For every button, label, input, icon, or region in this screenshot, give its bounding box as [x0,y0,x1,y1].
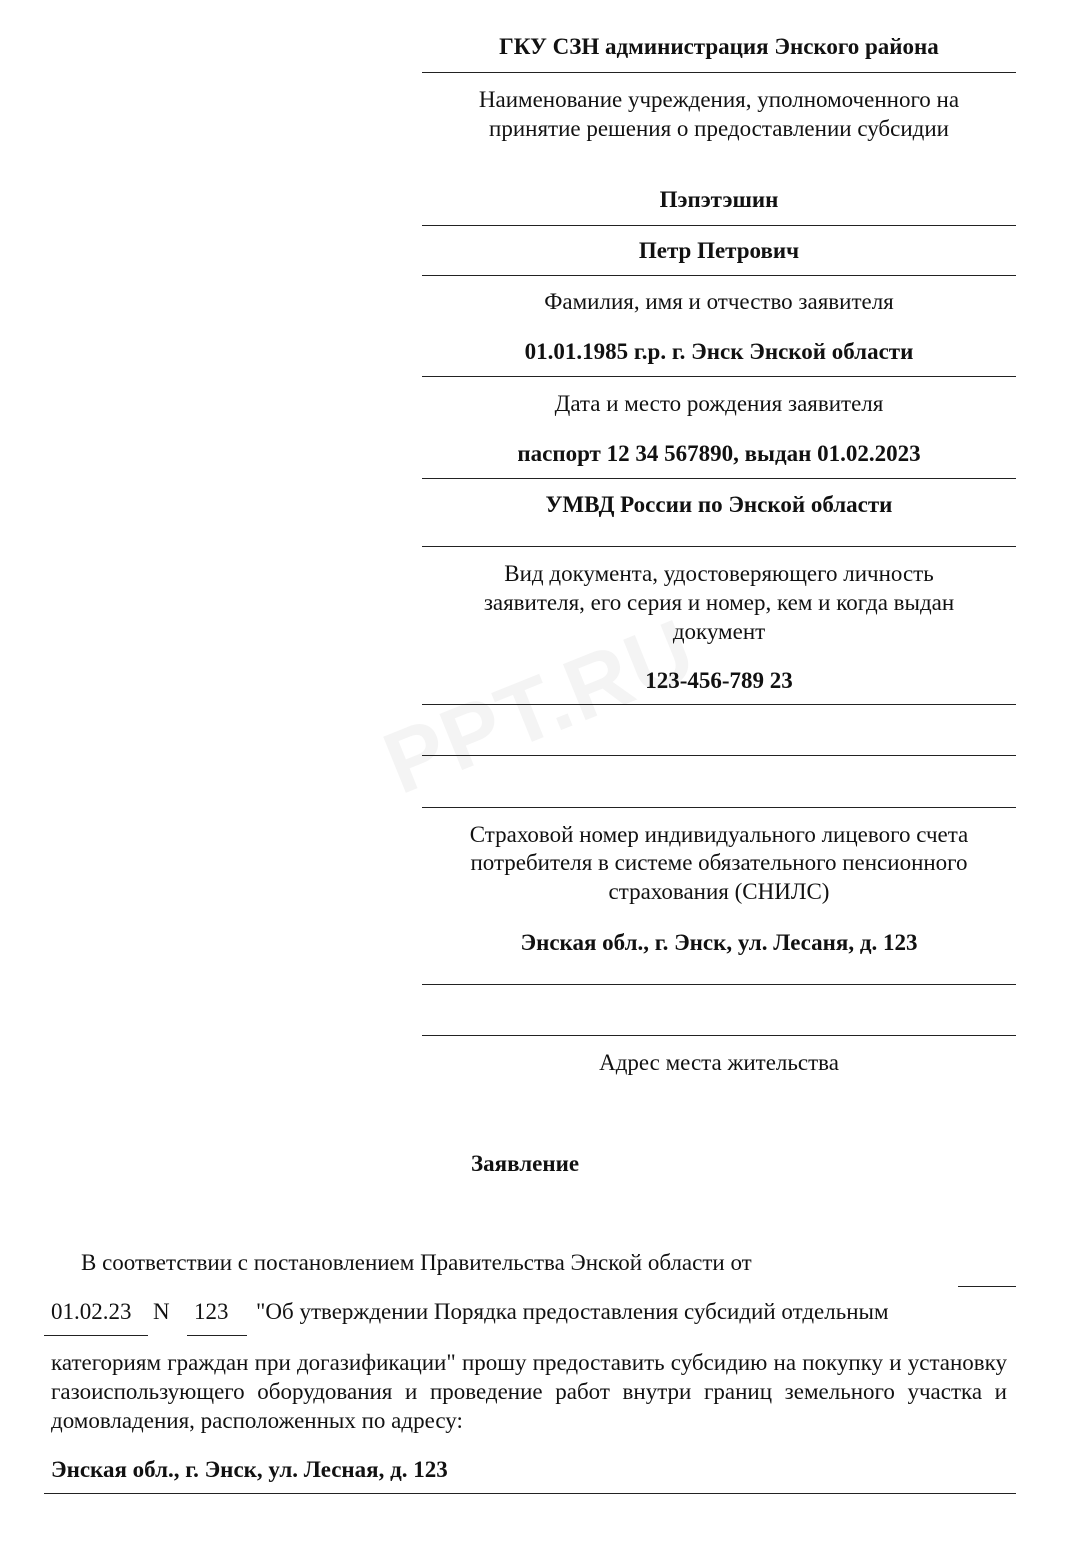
applicant-surname: Пэпэтэшин [659,187,779,212]
fio-caption: Фамилия, имя и отчество заявителя [544,289,894,314]
decree-number-label: N [153,1299,170,1324]
passport-issuer: УМВД России по Энской области [545,492,893,517]
decree-date-rule [44,1335,148,1336]
address-caption: Адрес места жительства [599,1050,839,1075]
property-address: Энская обл., г. Энск, ул. Лесная, д. 123 [51,1457,448,1482]
institution-caption-line-1: Наименование учреждения, уполномоченного на [478,87,960,112]
snils-rule-2 [422,755,1016,756]
birth-caption: Дата и место рождения заявителя [554,391,884,416]
snils-caption-line-1: Страховой номер индивидуального лицевого счета [469,822,969,847]
decree-date-rule-end [958,1286,1016,1287]
birth-rule [422,376,1016,377]
decree-title: "Об утверждении Порядка предоставления субсидий отдельным [256,1299,889,1324]
passport-info: паспорт 12 34 567890, выдан 01.02.2023 [517,441,921,466]
institution-name: ГКУ СЗН администрация Энского района [499,34,939,59]
snils-caption-line-2: потребителя в системе обязательного пенсионного [470,850,968,875]
document-caption-line-1: Вид документа, удостоверяющего личность [504,561,934,586]
document-caption-line-3: документ [672,619,766,644]
residence-address: Энская обл., г. Энск, ул. Лесаня, д. 123 [520,930,918,955]
snils-rule-1 [422,704,1016,705]
property-address-rule [44,1493,1016,1494]
decree-date: 01.02.23 [51,1299,132,1324]
statement-title: Заявление [471,1151,580,1176]
surname-rule [422,225,1016,226]
document-caption-line-2: заявителя, его серия и номер, кем и когда выдан [483,590,955,615]
statement-body: категориям граждан при догазификации" прошу предоставить субсидию на покупку и установку газоиспользующего оборудования и проведение работ внутри границ земельного участка и домовладения, расположенных по адресу: [51,1350,1007,1433]
statement-line-1: В соответствии с постановлением Правительства Энской области от [81,1250,752,1275]
passport-rule [422,478,1016,479]
snils-number: 123-456-789 23 [645,668,793,693]
name-rule [422,275,1016,276]
address-rule-2 [422,1035,1016,1036]
decree-number: 123 [194,1299,229,1324]
issuer-rule [422,546,1016,547]
institution-rule [422,72,1016,73]
decree-number-rule [187,1335,247,1336]
institution-caption-line-2: принятие решения о предоставлении субсидии [489,116,949,141]
snils-rule-3 [422,807,1016,808]
applicant-name-patronymic: Петр Петрович [638,238,800,263]
address-rule-1 [422,984,1016,985]
snils-caption-line-3: страхования (СНИЛС) [608,879,830,904]
birth-info: 01.01.1985 г.р. г. Энск Энской области [524,339,914,364]
